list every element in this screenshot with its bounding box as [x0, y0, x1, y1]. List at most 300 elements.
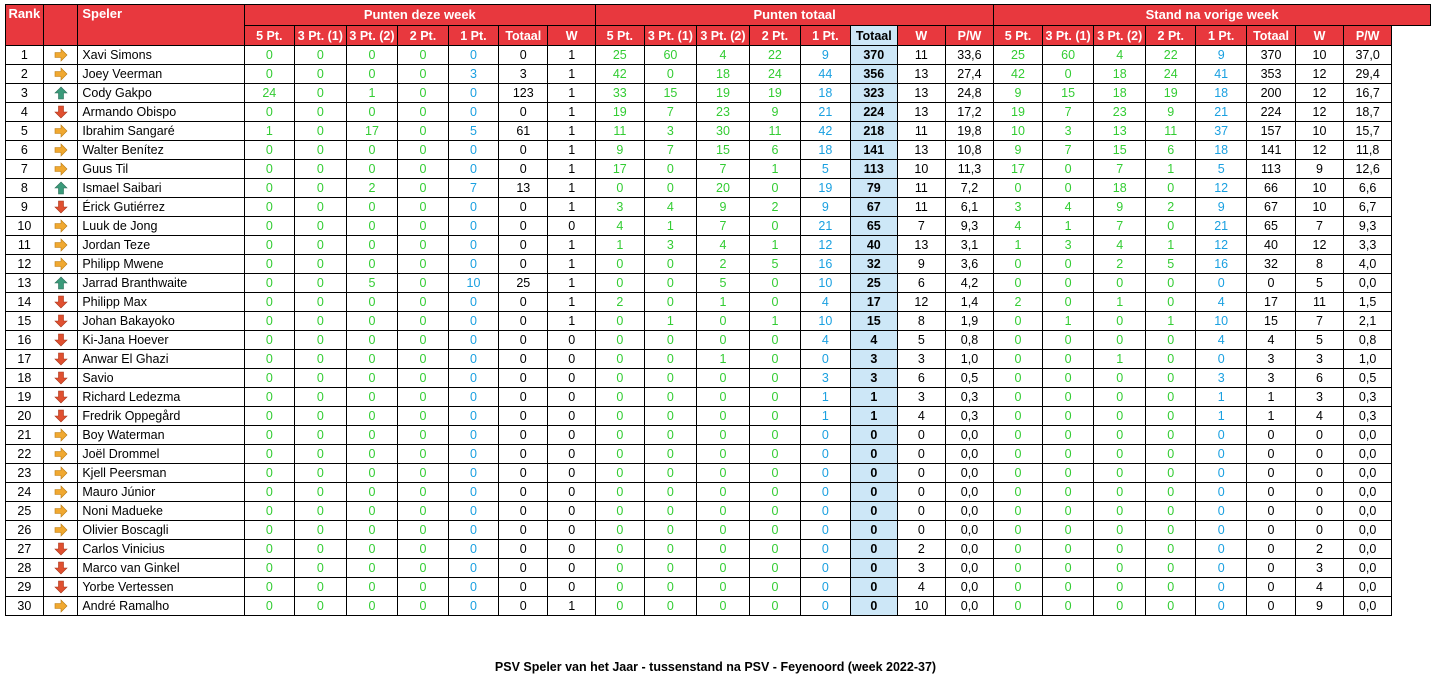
total-w-cell: 13	[897, 84, 945, 103]
week-points-cell: 0	[244, 46, 294, 65]
prev-totaal-cell: 3	[1246, 369, 1295, 388]
rank-cell: 25	[6, 502, 44, 521]
prev-totaal-cell: 1	[1246, 388, 1295, 407]
week-points-cell: 0	[295, 141, 347, 160]
week-points-cell: 0	[295, 179, 347, 198]
table-row	[6, 445, 1431, 464]
week-points-cell: 0	[295, 217, 347, 236]
total-points-cell: 1	[801, 388, 851, 407]
prev-pw-cell: 0,0	[1343, 274, 1391, 293]
week-points-cell: 0	[346, 597, 398, 616]
week-points-cell: 1	[346, 84, 398, 103]
table-row	[6, 483, 1431, 502]
prev-points-cell: 17	[994, 160, 1043, 179]
total-points-cell: 10	[801, 312, 851, 331]
week-points-cell: 0	[448, 255, 498, 274]
total-points-cell: 0	[801, 445, 851, 464]
week-points-cell: 0	[448, 407, 498, 426]
prev-points-cell: 23	[1094, 103, 1146, 122]
trend-down-icon	[43, 388, 78, 407]
prev-points-cell: 0	[1146, 331, 1196, 350]
week-w-cell: 0	[548, 559, 596, 578]
total-pw-cell: 0,0	[945, 483, 993, 502]
week-col-3pt-2-header: 3 Pt. (2)	[346, 26, 398, 46]
rank-cell: 3	[6, 84, 44, 103]
total-pw-cell: 1,9	[945, 312, 993, 331]
total-totaal-cell: 79	[850, 179, 897, 198]
prev-points-cell: 21	[1196, 217, 1246, 236]
rank-cell: 7	[6, 160, 44, 179]
prev-pw-cell: 11,8	[1343, 141, 1391, 160]
total-w-cell: 11	[897, 179, 945, 198]
total-w-cell: 0	[897, 502, 945, 521]
total-points-cell: 5	[697, 274, 750, 293]
week-w-cell: 1	[548, 65, 596, 84]
week-points-cell: 0	[398, 540, 448, 559]
total-points-cell: 0	[697, 559, 750, 578]
total-points-cell: 1	[749, 312, 800, 331]
total-points-cell: 23	[697, 103, 750, 122]
week-points-cell: 0	[346, 407, 398, 426]
prev-points-cell: 0	[1146, 578, 1196, 597]
week-points-cell: 0	[244, 464, 294, 483]
week-points-cell: 0	[448, 502, 498, 521]
rank-cell: 6	[6, 141, 44, 160]
prev-points-cell: 1	[1042, 312, 1094, 331]
table-row	[6, 65, 1431, 84]
week-points-cell: 0	[295, 407, 347, 426]
player-name: Philipp Mwene	[78, 255, 244, 274]
prev-points-cell: 0	[1094, 388, 1146, 407]
total-points-cell: 0	[697, 445, 750, 464]
total-totaal-cell: 0	[850, 597, 897, 616]
week-points-cell: 0	[448, 483, 498, 502]
week-points-cell: 0	[295, 502, 347, 521]
week-points-cell: 0	[448, 369, 498, 388]
player-name: Anwar El Ghazi	[78, 350, 244, 369]
rank-cell: 24	[6, 483, 44, 502]
week-w-cell: 0	[548, 445, 596, 464]
week-total-cell: 0	[499, 46, 548, 65]
prev-points-cell: 1	[1196, 407, 1246, 426]
week-w-cell: 0	[548, 350, 596, 369]
total-totaal-cell: 141	[850, 141, 897, 160]
week-points-cell: 0	[295, 312, 347, 331]
week-w-cell: 0	[548, 426, 596, 445]
player-name: Joey Veerman	[78, 65, 244, 84]
prev-points-cell: 0	[1042, 255, 1094, 274]
week-points-cell: 0	[448, 141, 498, 160]
prev-points-cell: 9	[994, 141, 1043, 160]
week-points-cell: 0	[346, 388, 398, 407]
prev-points-cell: 0	[994, 388, 1043, 407]
total-totaal-cell: 218	[850, 122, 897, 141]
total-pw-cell: 17,2	[945, 103, 993, 122]
total-points-cell: 0	[644, 426, 697, 445]
total-points-cell: 0	[697, 312, 750, 331]
player-name: Guus Til	[78, 160, 244, 179]
week-points-cell: 0	[244, 369, 294, 388]
week-total-cell: 0	[499, 103, 548, 122]
week-points-cell: 0	[244, 65, 294, 84]
prev-points-cell: 9	[1196, 46, 1246, 65]
table-row	[6, 46, 1431, 65]
week-points-cell: 0	[346, 559, 398, 578]
prev-points-cell: 0	[1146, 369, 1196, 388]
prev-points-cell: 0	[994, 502, 1043, 521]
week-points-cell: 0	[295, 255, 347, 274]
trend-right-icon	[43, 502, 78, 521]
week-points-cell: 0	[448, 445, 498, 464]
rank-cell: 15	[6, 312, 44, 331]
total-points-cell: 0	[749, 217, 800, 236]
prev-pw-cell: 0,0	[1343, 597, 1391, 616]
week-points-cell: 0	[244, 312, 294, 331]
total-w-cell: 2	[897, 540, 945, 559]
total-points-cell: 9	[801, 46, 851, 65]
trend-right-icon	[43, 141, 78, 160]
prev-totaal-cell: 224	[1246, 103, 1295, 122]
total-w-cell: 11	[897, 122, 945, 141]
total-totaal-cell: 3	[850, 369, 897, 388]
week-points-cell: 0	[346, 160, 398, 179]
week-points-cell: 0	[398, 160, 448, 179]
prev-totaal-cell: 40	[1246, 236, 1295, 255]
table-row	[6, 597, 1431, 616]
prev-pw-cell: 0,0	[1343, 483, 1391, 502]
week-points-cell: 0	[244, 274, 294, 293]
total-pw-cell: 0,3	[945, 388, 993, 407]
week-w-cell: 1	[548, 46, 596, 65]
week-points-cell: 0	[448, 559, 498, 578]
total-pw-cell: 1,0	[945, 350, 993, 369]
week-points-cell: 3	[448, 65, 498, 84]
week-points-cell: 0	[244, 521, 294, 540]
trend-right-icon	[43, 122, 78, 141]
rank-cell: 28	[6, 559, 44, 578]
trend-up-icon	[43, 274, 78, 293]
total-points-cell: 7	[697, 160, 750, 179]
prev-col-2pt-header: 2 Pt.	[1146, 26, 1196, 46]
total-pw-cell: 0,0	[945, 502, 993, 521]
week-points-cell: 0	[398, 464, 448, 483]
total-totaal-cell: 113	[850, 160, 897, 179]
player-name: André Ramalho	[78, 597, 244, 616]
week-points-cell: 0	[346, 65, 398, 84]
week-points-cell: 0	[398, 103, 448, 122]
total-totaal-cell: 32	[850, 255, 897, 274]
table-row	[6, 407, 1431, 426]
prev-totaal-cell: 0	[1246, 540, 1295, 559]
trend-up-icon	[43, 179, 78, 198]
prev-points-cell: 0	[1042, 274, 1094, 293]
total-points-cell: 7	[697, 217, 750, 236]
week-points-cell: 0	[244, 426, 294, 445]
week-points-cell: 0	[295, 331, 347, 350]
total-points-cell: 0	[596, 312, 645, 331]
trend-right-icon	[43, 426, 78, 445]
week-points-cell: 0	[448, 426, 498, 445]
player-name: Ismael Saibari	[78, 179, 244, 198]
prev-points-cell: 0	[1196, 464, 1246, 483]
prev-totaal-cell: 15	[1246, 312, 1295, 331]
prev-points-cell: 0	[1042, 293, 1094, 312]
week-points-cell: 0	[346, 502, 398, 521]
prev-points-cell: 0	[994, 464, 1043, 483]
prev-points-cell: 0	[1146, 179, 1196, 198]
prev-points-cell: 19	[994, 103, 1043, 122]
prev-points-cell: 0	[1042, 502, 1094, 521]
prev-col-5pt-header: 5 Pt.	[994, 26, 1043, 46]
totaal-col-5pt-header: 5 Pt.	[596, 26, 645, 46]
total-pw-cell: 11,3	[945, 160, 993, 179]
prev-points-cell: 1	[1196, 388, 1246, 407]
prev-w-cell: 4	[1296, 407, 1344, 426]
total-points-cell: 7	[644, 103, 697, 122]
total-points-cell: 12	[801, 236, 851, 255]
prev-points-cell: 2	[1146, 198, 1196, 217]
table-row	[6, 255, 1431, 274]
prev-totaal-cell: 0	[1246, 559, 1295, 578]
rank-cell: 1	[6, 46, 44, 65]
total-points-cell: 0	[644, 388, 697, 407]
prev-totaal-cell: 67	[1246, 198, 1295, 217]
prev-pw-cell: 4,0	[1343, 255, 1391, 274]
prev-totaal-cell: 32	[1246, 255, 1295, 274]
trend-right-icon	[43, 236, 78, 255]
total-points-cell: 0	[644, 179, 697, 198]
total-points-cell: 7	[644, 141, 697, 160]
week-w-cell: 0	[548, 388, 596, 407]
week-points-cell: 0	[346, 578, 398, 597]
prev-w-cell: 0	[1296, 464, 1344, 483]
total-totaal-cell: 356	[850, 65, 897, 84]
prev-points-cell: 2	[1094, 255, 1146, 274]
week-points-cell: 0	[398, 84, 448, 103]
week-points-cell: 0	[398, 65, 448, 84]
week-w-cell: 1	[548, 160, 596, 179]
week-points-cell: 5	[346, 274, 398, 293]
prev-points-cell: 0	[1146, 502, 1196, 521]
prev-pw-cell: 0,3	[1343, 388, 1391, 407]
week-w-cell: 1	[548, 597, 596, 616]
prev-points-cell: 0	[1042, 65, 1094, 84]
rank-cell: 14	[6, 293, 44, 312]
rank-cell: 19	[6, 388, 44, 407]
total-points-cell: 1	[644, 312, 697, 331]
week-points-cell: 0	[346, 198, 398, 217]
week-points-cell: 0	[448, 198, 498, 217]
prev-points-cell: 0	[1196, 483, 1246, 502]
week-w-cell: 0	[548, 217, 596, 236]
total-points-cell: 0	[644, 540, 697, 559]
total-points-cell: 0	[749, 559, 800, 578]
prev-totaal-cell: 3	[1246, 350, 1295, 369]
prev-w-cell: 2	[1296, 540, 1344, 559]
prev-w-cell: 10	[1296, 198, 1344, 217]
week-points-cell: 0	[244, 217, 294, 236]
prev-points-cell: 0	[994, 483, 1043, 502]
prev-points-cell: 0	[1146, 274, 1196, 293]
total-totaal-cell: 17	[850, 293, 897, 312]
total-points-cell: 0	[749, 388, 800, 407]
standings-table	[5, 4, 1431, 616]
total-points-cell: 4	[697, 236, 750, 255]
week-points-cell: 0	[398, 236, 448, 255]
prev-points-cell: 0	[1094, 502, 1146, 521]
player-name: Jarrad Branthwaite	[78, 274, 244, 293]
prev-pw-cell: 0,0	[1343, 464, 1391, 483]
prev-points-cell: 0	[1146, 293, 1196, 312]
prev-points-cell: 0	[1146, 483, 1196, 502]
rank-cell: 9	[6, 198, 44, 217]
total-points-cell: 0	[749, 502, 800, 521]
week-points-cell: 0	[398, 597, 448, 616]
week-points-cell: 0	[398, 198, 448, 217]
table-row	[6, 122, 1431, 141]
prev-points-cell: 18	[1196, 84, 1246, 103]
total-points-cell: 0	[697, 502, 750, 521]
prev-points-cell: 0	[1196, 559, 1246, 578]
prev-pw-cell: 1,5	[1343, 293, 1391, 312]
total-points-cell: 0	[644, 350, 697, 369]
week-points-cell: 0	[398, 46, 448, 65]
trend-down-icon	[43, 369, 78, 388]
week-points-cell: 0	[244, 502, 294, 521]
total-points-cell: 19	[749, 84, 800, 103]
total-pw-cell: 10,8	[945, 141, 993, 160]
table-row	[6, 236, 1431, 255]
week-points-cell: 0	[398, 502, 448, 521]
week-points-cell: 0	[244, 445, 294, 464]
player-name: Kjell Peersman	[78, 464, 244, 483]
week-col-1pt-header: 1 Pt.	[448, 26, 498, 46]
total-pw-cell: 1,4	[945, 293, 993, 312]
total-points-cell: 18	[801, 84, 851, 103]
trend-right-icon	[43, 65, 78, 84]
total-points-cell: 0	[644, 255, 697, 274]
trend-right-icon	[43, 217, 78, 236]
week-points-cell: 0	[398, 217, 448, 236]
total-pw-cell: 24,8	[945, 84, 993, 103]
total-points-cell: 0	[596, 445, 645, 464]
prev-points-cell: 0	[1146, 350, 1196, 369]
prev-w-cell: 9	[1296, 597, 1344, 616]
week-points-cell: 0	[398, 179, 448, 198]
total-points-cell: 19	[697, 84, 750, 103]
total-points-cell: 2	[697, 255, 750, 274]
total-totaal-cell: 1	[850, 388, 897, 407]
total-totaal-cell: 0	[850, 559, 897, 578]
total-w-cell: 3	[897, 559, 945, 578]
total-w-cell: 0	[897, 483, 945, 502]
prev-points-cell: 0	[1146, 407, 1196, 426]
table-row	[6, 388, 1431, 407]
week-points-cell: 0	[398, 122, 448, 141]
prev-points-cell: 9	[994, 84, 1043, 103]
total-points-cell: 44	[801, 65, 851, 84]
total-points-cell: 0	[596, 407, 645, 426]
total-pw-cell: 0,0	[945, 426, 993, 445]
week-points-cell: 0	[448, 578, 498, 597]
total-w-cell: 11	[897, 198, 945, 217]
week-total-cell: 0	[499, 293, 548, 312]
total-points-cell: 2	[596, 293, 645, 312]
week-points-cell: 7	[448, 179, 498, 198]
player-name: Marco van Ginkel	[78, 559, 244, 578]
prev-points-cell: 24	[1146, 65, 1196, 84]
week-points-cell: 0	[295, 122, 347, 141]
week-points-cell: 0	[244, 103, 294, 122]
total-points-cell: 0	[749, 293, 800, 312]
week-points-cell: 1	[244, 122, 294, 141]
total-pw-cell: 9,3	[945, 217, 993, 236]
prev-pw-cell: 0,0	[1343, 445, 1391, 464]
totaal-col-w-header: W	[897, 26, 945, 46]
total-points-cell: 0	[801, 521, 851, 540]
prev-points-cell: 0	[1146, 559, 1196, 578]
prev-points-cell: 41	[1196, 65, 1246, 84]
trend-header	[43, 5, 78, 46]
total-points-cell: 0	[801, 464, 851, 483]
table-row	[6, 426, 1431, 445]
table-row	[6, 160, 1431, 179]
total-totaal-cell: 0	[850, 445, 897, 464]
prev-w-cell: 3	[1296, 388, 1344, 407]
table-row	[6, 350, 1431, 369]
week-points-cell: 0	[244, 141, 294, 160]
table-row	[6, 84, 1431, 103]
player-name: Philipp Max	[78, 293, 244, 312]
prev-points-cell: 0	[1094, 426, 1146, 445]
player-name: Fredrik Oppegård	[78, 407, 244, 426]
total-pw-cell: 0,5	[945, 369, 993, 388]
total-w-cell: 13	[897, 236, 945, 255]
total-pw-cell: 0,0	[945, 559, 993, 578]
totaal-col-totaal-header: Totaal	[850, 26, 897, 46]
prev-points-cell: 1	[994, 236, 1043, 255]
week-col-2pt-header: 2 Pt.	[398, 26, 448, 46]
week-w-cell: 1	[548, 274, 596, 293]
week-total-cell: 0	[499, 597, 548, 616]
prev-points-cell: 0	[1042, 179, 1094, 198]
prev-points-cell: 1	[1146, 312, 1196, 331]
week-points-cell: 0	[346, 293, 398, 312]
table-row	[6, 141, 1431, 160]
total-pw-cell: 0,0	[945, 521, 993, 540]
total-points-cell: 0	[596, 464, 645, 483]
week-col-w-header: W	[548, 26, 596, 46]
prev-points-cell: 1	[1094, 350, 1146, 369]
prev-w-cell: 10	[1296, 122, 1344, 141]
week-total-cell: 0	[499, 369, 548, 388]
table-row	[6, 369, 1431, 388]
total-points-cell: 0	[801, 559, 851, 578]
week-total-cell: 13	[499, 179, 548, 198]
week-total-cell: 0	[499, 388, 548, 407]
total-points-cell: 24	[749, 65, 800, 84]
total-points-cell: 0	[596, 559, 645, 578]
prev-points-cell: 1	[1094, 293, 1146, 312]
total-points-cell: 0	[697, 597, 750, 616]
total-w-cell: 9	[897, 255, 945, 274]
totaal-col-pw-header: P/W	[945, 26, 993, 46]
prev-points-cell: 16	[1196, 255, 1246, 274]
total-totaal-cell: 3	[850, 350, 897, 369]
week-w-cell: 0	[548, 369, 596, 388]
prev-pw-cell: 15,7	[1343, 122, 1391, 141]
week-w-cell: 0	[548, 407, 596, 426]
